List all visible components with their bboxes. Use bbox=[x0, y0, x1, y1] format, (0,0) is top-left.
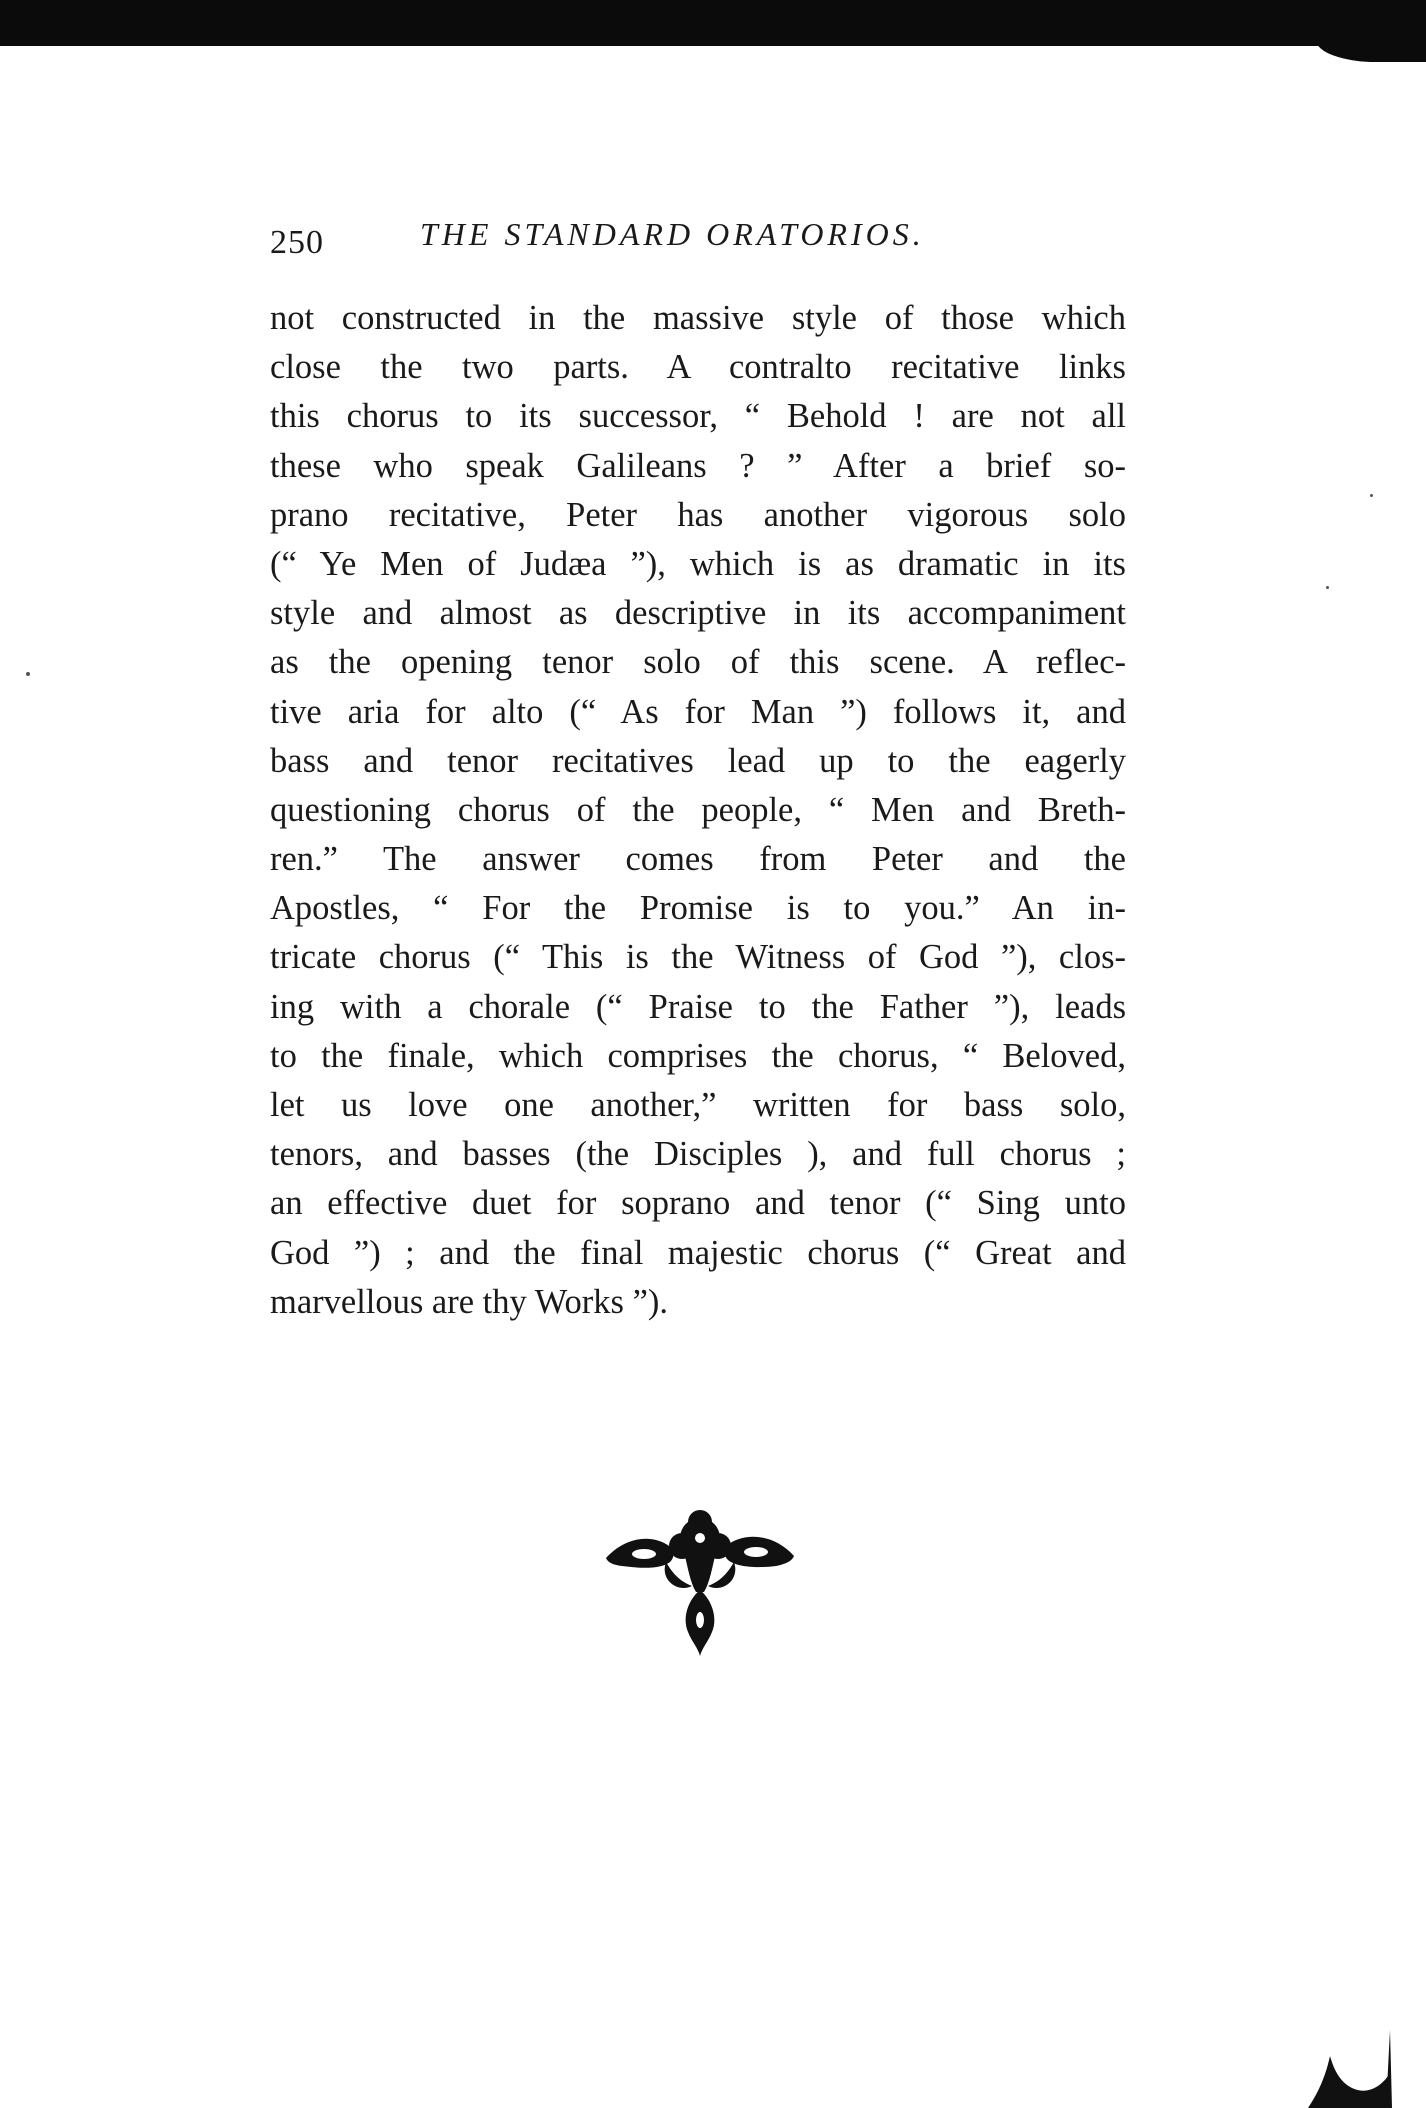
scan-top-border-edge bbox=[1316, 40, 1426, 62]
page-number: 250 bbox=[270, 224, 324, 261]
page-header bbox=[270, 216, 1130, 266]
text-line: as the opening tenor solo of this scene. A reflec- bbox=[270, 643, 1126, 682]
scan-speck bbox=[1370, 494, 1373, 497]
text-line: questioning chorus of the people, “ Men and Breth- bbox=[270, 790, 1126, 829]
text-line: Apostles, “ For the Promise is to you.” An in- bbox=[270, 889, 1126, 928]
text-line: tricate chorus (“ This is the Witness of God ”), clos- bbox=[270, 938, 1126, 977]
text-line: tive aria for alto (“ As for Man ”) follows it, and bbox=[270, 692, 1126, 731]
text-line: style and almost as descriptive in its accompaniment bbox=[270, 594, 1126, 633]
text-line-last: marvellous are thy Works ”). bbox=[270, 1282, 669, 1321]
text-line: bass and tenor recitatives lead up to the eagerly bbox=[270, 741, 1126, 780]
body-text bbox=[270, 294, 1126, 1327]
scan-corner-mark bbox=[1290, 1990, 1410, 2108]
text-line: tenors, and basses (the Disciples ), and full chorus ; bbox=[270, 1135, 1126, 1174]
text-line: an effective duet for soprano and tenor (“ Sing unto bbox=[270, 1184, 1126, 1223]
text-line: not constructed in the massive style of those which bbox=[270, 299, 1126, 337]
scan-speck bbox=[1326, 586, 1329, 589]
text-line: to the finale, which comprises the chorus, “ Beloved, bbox=[270, 1036, 1126, 1075]
text-line: (“ Ye Men of Judæa ”), which is as dramatic in its bbox=[270, 544, 1126, 583]
text-line: ren.” The answer comes from Peter and the bbox=[270, 840, 1126, 879]
text-line: God ”) ; and the final majestic chorus (“ Great and bbox=[270, 1233, 1126, 1272]
text-line: close the two parts. A contralto recitative links bbox=[270, 348, 1126, 387]
scan-top-border bbox=[0, 0, 1426, 46]
text-line: prano recitative, Peter has another vigorous solo bbox=[270, 495, 1126, 534]
text-line: let us love one another,” written for bass solo, bbox=[270, 1086, 1126, 1124]
text-line: this chorus to its successor, “ Behold ! are not all bbox=[270, 397, 1126, 436]
running-title: THE STANDARD ORATORIOS. bbox=[420, 216, 925, 252]
scan-speck bbox=[26, 672, 30, 676]
text-line: these who speak Galileans ? ” After a brief so- bbox=[270, 446, 1126, 485]
text-line: ing with a chorale (“ Praise to the Father ”), leads bbox=[270, 987, 1126, 1026]
floral-tailpiece-icon bbox=[604, 1508, 796, 1658]
